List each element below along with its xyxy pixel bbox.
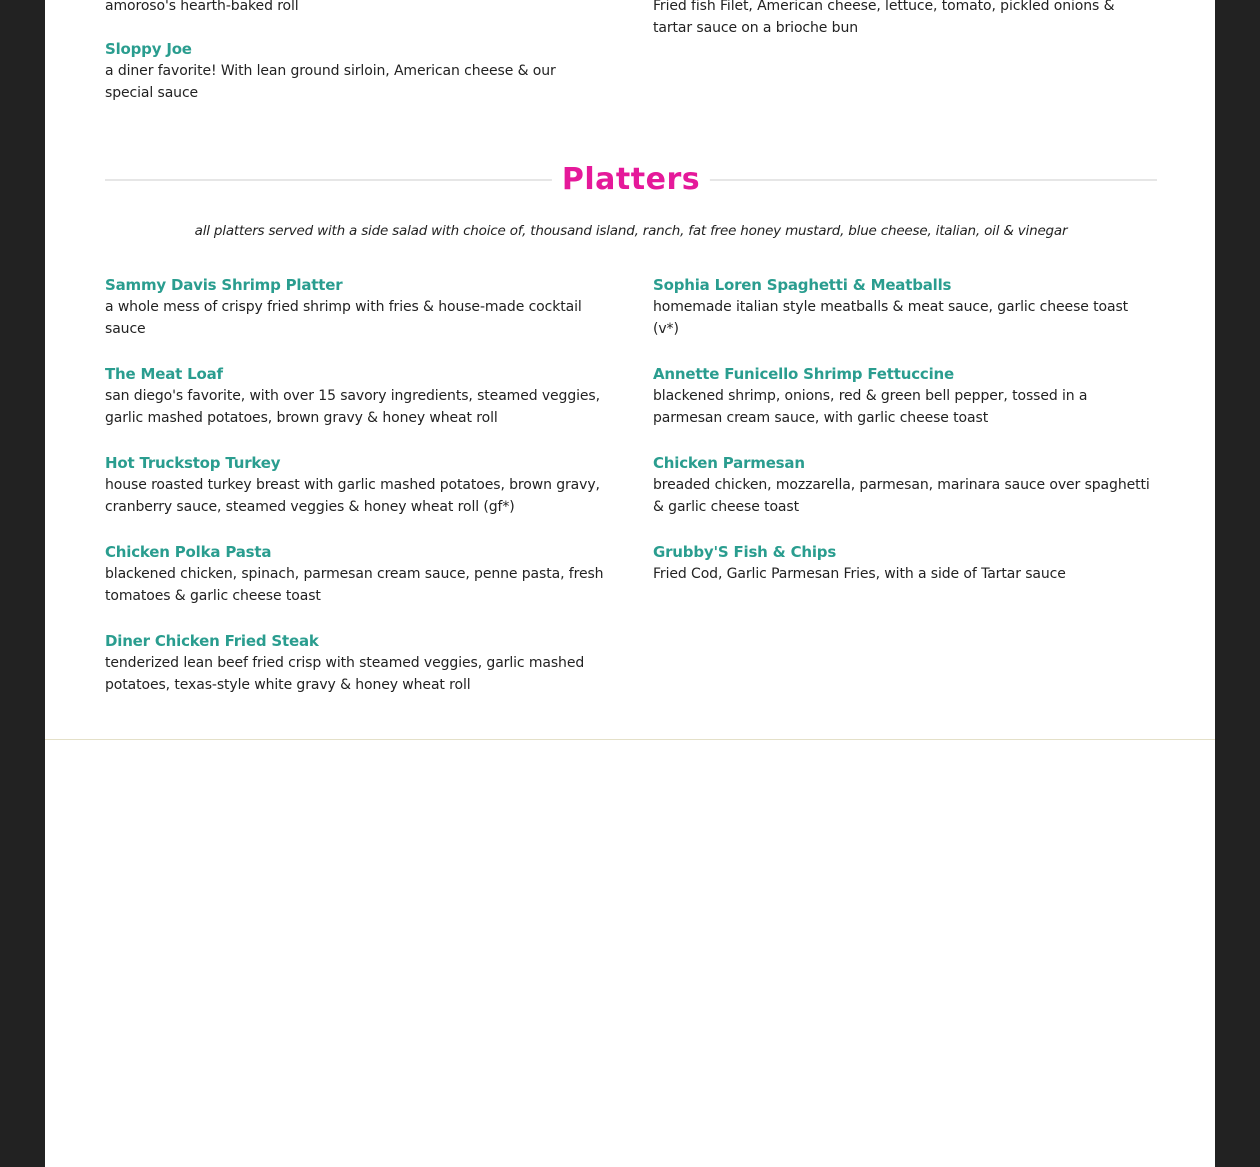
item-description: breaded chicken, mozzarella, parmesan, marinara sauce over spaghetti & garlic cheese toast <box>653 477 1150 515</box>
item-description: Fried Cod, Garlic Parmesan Fries, with a side of Tartar sauce <box>653 566 1066 582</box>
item-description: house roasted turkey breast with garlic mashed potatoes, brown gravy, cranberry sauce, steamed veggies & honey wheat roll (gf*) <box>105 477 600 515</box>
section-bottom-divider <box>45 739 1215 740</box>
section-note: all platters served with a side salad with choice of, thousand island, ranch, fat free honey mustard, blue cheese, italian, oil & vinegar <box>194 223 1068 239</box>
menu-item-grubbys-fish-chips <box>653 541 1157 585</box>
item-description: blackened chicken, spinach, parmesan cream sauce, penne pasta, fresh tomatoes & garlic cheese toast <box>105 566 604 604</box>
item-name: Sloppy Joe <box>105 40 192 58</box>
menu-item-chicken-polka-pasta <box>105 541 605 607</box>
menu-page <box>45 0 1215 1167</box>
menu-item-the-meat-loaf <box>105 363 605 429</box>
item-name: Sammy Davis Shrimp Platter <box>105 276 343 294</box>
item-name: Chicken Parmesan <box>653 454 805 472</box>
menu-item-diner-chicken-fried-steak <box>105 630 605 696</box>
platters-section-header <box>105 158 1157 202</box>
menu-item-sammy-davis-shrimp-platter <box>105 274 605 340</box>
item-description: blackened shrimp, onions, red & green bell pepper, tossed in a parmesan cream sauce, with garlic cheese toast <box>653 388 1088 426</box>
item-name: Annette Funicello Shrimp Fettuccine <box>653 365 954 383</box>
item-description: homemade italian style meatballs & meat sauce, garlic cheese toast (v*) <box>653 299 1129 337</box>
menu-item <box>653 0 1157 39</box>
item-name: Grubby'S Fish & Chips <box>653 543 837 561</box>
item-description: amoroso's hearth-baked roll <box>105 0 299 14</box>
item-description: a whole mess of crispy fried shrimp with fries & house-made cocktail sauce <box>105 299 582 337</box>
menu-item-sloppy-joe <box>105 38 605 104</box>
item-name: Sophia Loren Spaghetti & Meatballs <box>653 276 952 294</box>
item-description: san diego's favorite, with over 15 savory ingredients, steamed veggies, garlic mashed potatoes, brown gravy & honey wheat roll <box>105 388 600 426</box>
item-description: tenderized lean beef fried crisp with steamed veggies, garlic mashed potatoes, texas-style white gravy & honey wheat roll <box>105 655 585 693</box>
item-description: Fried fish Filet, American cheese, lettuce, tomato, pickled onions & tartar sauce on a brioche bun <box>653 0 1115 36</box>
item-name: Hot Truckstop Turkey <box>105 454 281 472</box>
item-name: Diner Chicken Fried Steak <box>105 632 319 650</box>
item-name: The Meat Loaf <box>105 365 223 383</box>
menu-item-annette-funicello-shrimp-fettuccine <box>653 363 1153 429</box>
menu-item-hot-truckstop-turkey <box>105 452 605 518</box>
menu-item-chicken-parmesan <box>653 452 1153 518</box>
item-name: Chicken Polka Pasta <box>105 543 272 561</box>
section-title: Platters <box>552 158 710 202</box>
item-description: a diner favorite! With lean ground sirloin, American cheese & our special sauce <box>105 63 556 101</box>
menu-item-sophia-loren-spaghetti-meatballs <box>653 274 1153 340</box>
menu-item <box>105 0 605 17</box>
